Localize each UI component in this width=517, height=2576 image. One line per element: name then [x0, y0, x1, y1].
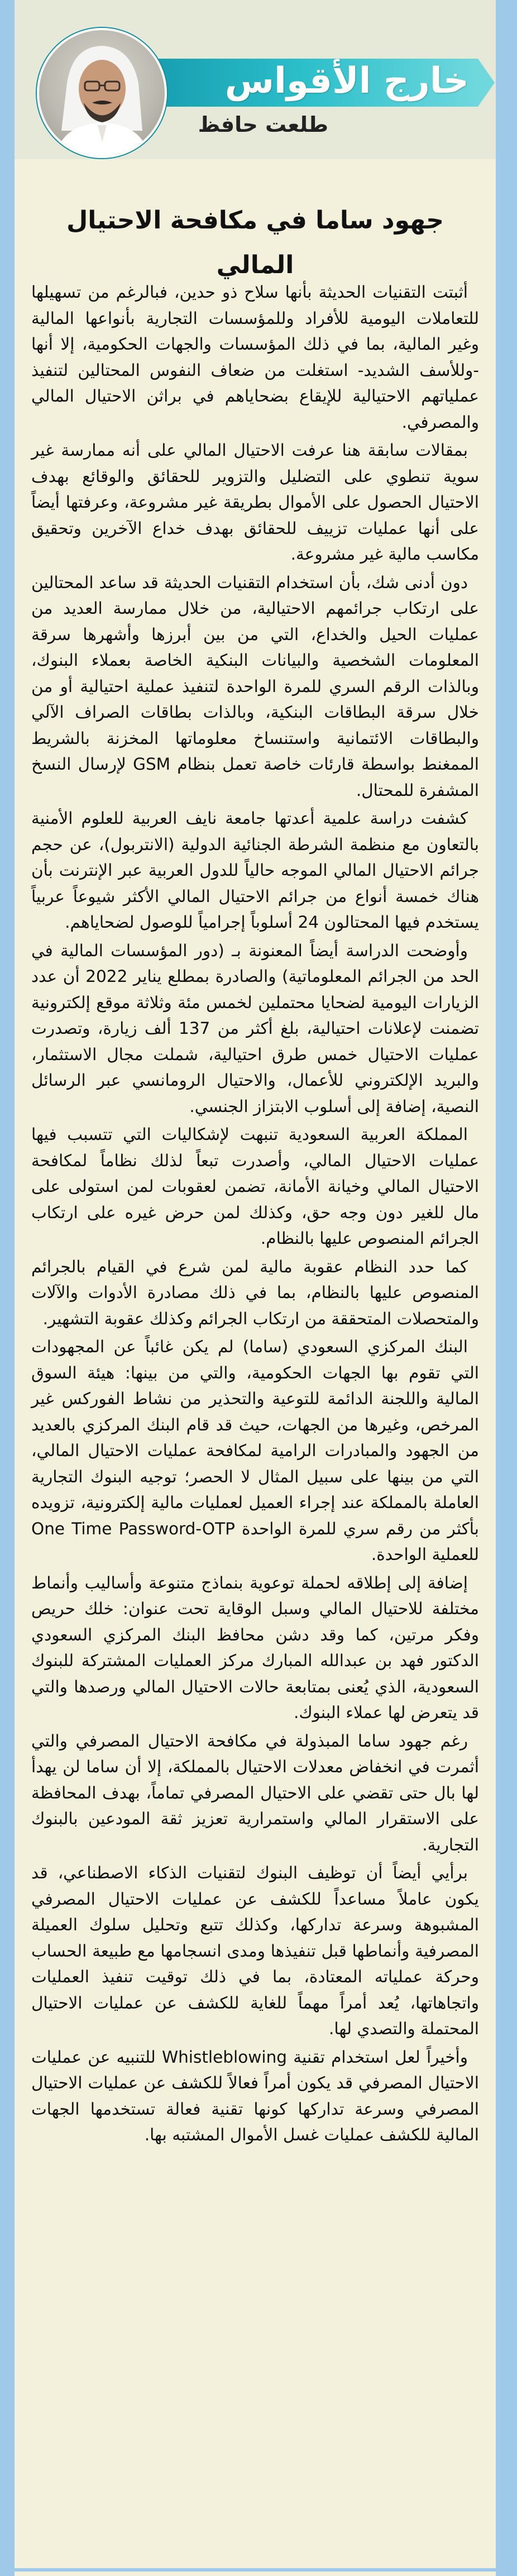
- column-title: خارج الأقواس: [224, 60, 469, 102]
- paragraph: برأيي أيضاً أن توظيف البنوك لتقنيات الذكاء الاصطناعي، قد يكون عاملاً مساعداً للكشف عن عمليات الاحتيال المصرفي المشبوهة وسرعة تداركها، وكذلك تتبع وتحليل سلوك العميلة المصرفية وأنماطها قبل تنفيذها ومدى انسجامها مع طبيعة الحساب وحركة عملياته المعتادة، بما في ذلك توقيت تنفيذ العمليات واتجاهاتها، يُعد أمراً مهماً للغاية للكشف عن عمليات الاحتيال المحتملة والتصدي لها.: [31, 1863, 479, 2038]
- paragraph: إضافة إلى إطلاقه لحملة توعوية بنماذج متنوعة وأساليب وأنماط مختلفة للاحتيال المالي وسبل الوقاية تحت عنوان: خلك حريص وفكر مرتين، كما وقد دشن محافظ البنك المركزي السعودي الدكتور فهد بن عبدالله المبارك مركز العمليات المشتركة للبنوك السعودية، الذي يُعنى بمتابعة حالات الاحتيال المالي ورصدها والتي قد يتعرض لها عملاء البنوك.: [31, 1573, 479, 1722]
- author-name: طلعت حافظ: [198, 112, 328, 137]
- article-headline: جهود ساما في مكافحة الاحتيال المالي: [66, 206, 444, 279]
- paragraph: وأخيراً لعل استخدام تقنية Whistleblowing للتنبيه عن عمليات الاحتيال المصرفي قد يكون أمراً فعالاً للكشف عن عمليات الاحتيال المصرفي وسرعة تداركها كونها تقنية فعالة تستخدمها الجهات المالية للكشف عمليات غسل الأموال المشتبه بها.: [31, 2047, 479, 2144]
- paragraph: كما حدد النظام عقوبة مالية لمن شرع في القيام بالجرائم المنصوص عليها بالنظام، بما في ذلك مصادرة الأدوات والآلات والمتحصلات المتحققة من ارتكاب الجرائم وكذلك عقوبة التشهير.: [31, 1257, 479, 1328]
- author-portrait-icon: [39, 30, 165, 156]
- paragraph: البنك المركزي السعودي (ساما) لم يكن غائباً عن المجهودات التي تقوم بها الجهات الحكومية، والتي من بينها: هيئة السوق المالية واللجنة الدائمة للتوعية والتحذير من نشاط الفوركس غير المرخص، وغيرها من الجهات، حيث قد قام البنك المركزي بالعديد من الجهود والمبادرات الرامية لمكافحة عمليات الاحتيال المالي، التي من بينها على سبيل المثال لا الحصر؛ توجيه البنوك التجارية العاملة بالمملكة عند إجراء العميل لعمليات مالية إلكترونية، تزويده بأكثر من رقم سري للمرة الواحدة One Time Password-OTP للعملية الواحدة.: [31, 1337, 479, 1564]
- paragraph: المملكة العربية السعودية تنبهت لإشكاليات التي تتسبب فيها عمليات الاحتيال المالي، وأصدرت تبعاً لذلك نظاماً لمكافحة الاحتيال المالي وخيانة الأمانة، تضمن لعقوبات لمن استولى على مال للغير دون وجه حق، وكذلك لمن حرض غيره على ارتكاب الجرائم المنصوص عليها بالنظام.: [31, 1125, 479, 1248]
- paragraph: وأوضحت الدراسة أيضاً المعنونة بـ (دور المؤسسات المالية في الحد من الجرائم المعلوماتية) والصادرة بمطلع يناير 2022 أن عدد الزيارات اليومية لضحايا محتملين لخمس مئة وثلاثة موقع إلكترونية تضمنت لإعلانات احتيالية، بلغ أكثر من 137 ألف زيارة، وتصدرت عمليات الاحتيال خمس طرق احتيالية، شملت مجال الاستثمار، والبريد الإلكتروني للأعمال، والاحتيال الرومانسي عبر الرسائل النصية، إضافة إلى أسلوب الابتزاز الجنسي.: [31, 941, 480, 1116]
- left-frame-strip: [0, 0, 15, 2576]
- paragraph: دون أدنى شك، بأن استخدام التقنيات الحديثة قد ساعد المحتالين على ارتكاب جرائمهم الاحتيالية، من خلال ممارسة العديد من عمليات الحيل والخداع، التي من بين أبرزها وأشهرها سرقة المعلومات الشخصية والبيانات البنكية الخاصة بعملاء البنوك، وبالذات الرقم السري للمرة الواحدة لتنفيذ عملية احتيالية أو من خلال سرقة البطاقات البنكية، وبالذات بطاقات الصراف الآلي والبطاقات الائتمانية واستنساخ معلوماتها المخزنة بالشريط الممغنط بواسطة قارئات خاصة تعمل بنظام GSM لإرسال النسخ المشفرة للمحتال.: [31, 573, 479, 800]
- paragraph: بمقالات سابقة هنا عرفت الاحتيال المالي على أنه ممارسة غير سوية تنطوي على التضليل والتزوير للحقائق والوقائع بهدف الاحتيال الحصول على الأموال بطريقة غير مشروعة، وعرفتها أيضاً على أنها عمليات تزييف للحقائق بهدف خداع الآخرين وتحقيق مكاسب مالية غير مشروعة.: [31, 441, 479, 564]
- newspaper-column: [15, 0, 496, 2576]
- column-header: [15, 0, 496, 159]
- article-body: [31, 279, 479, 2150]
- paragraph: كشفت دراسة علمية أعدتها جامعة نايف العربية للعلوم الأمنية بالتعاون مع منظمة الشرطة الجنائية الدولية (الانتربول)، عن حجم جرائم الاحتيال المالي الموجه حالياً للدول العربية عبر الإنترنت بأن هناك خمسة أنواع من جرائم الاحتيال المالي الأكثر شيوعاً عربياً يستخدم فيها المحتالون 24 أسلوباً إجرامياً للوصول لضحاياهم.: [31, 809, 479, 932]
- author-photo: [37, 28, 167, 158]
- right-frame-strip: [496, 0, 517, 2576]
- paragraph: أثبتت التقنيات الحديثة بأنها سلاح ذو حدين، فبالرغم من تسهيلها للتعاملات اليومية للأفراد وللمؤسسات التجارية بأنواعها المالية وغير المالية، بما في ذلك المؤسسات والجهات الحكومية، إلا أنها -وللأسف الشديد- استغلت من ضعاف النفوس المحتالين لتنفيذ عملياتهم الاحتيالية للإيقاع بضحاياهم في براثن الاحتيال المالي والمصرفي.: [31, 283, 479, 432]
- paragraph: رغم جهود ساما المبذولة في مكافحة الاحتيال المصرفي والتي أثمرت في انخفاض معدلات الاحتيال بالمملكة، إلا أن ساما لن يهدأ لها بال حتى تقضي على الاحتيال المصرفي تماماً، بهدف المحافظة على الاستقرار المالي واستمرارية تعزيز ثقة المودعين بالبنوك التجارية.: [31, 1731, 479, 1854]
- bottom-rule: [15, 2568, 496, 2572]
